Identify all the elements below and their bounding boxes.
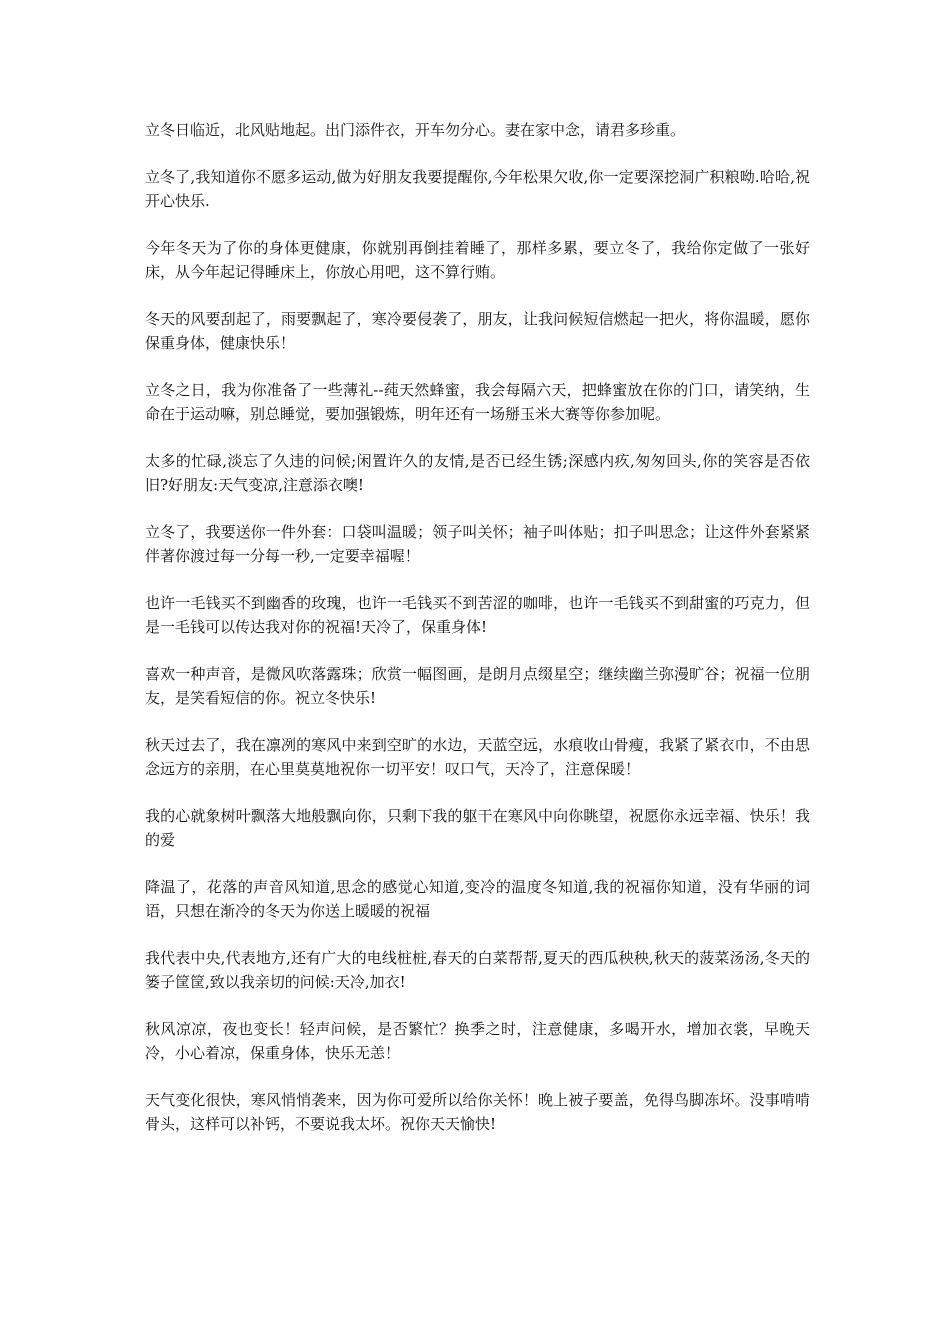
- paragraph-2: 立冬了,我知道你不愿多运动,做为好朋友我要提醒你,今年松果欠收,你一定要深挖洞广积粮呦.哈哈,祝开心快乐.: [145, 167, 810, 210]
- paragraph-6: 太多的忙碌,淡忘了久违的问候;闲置许久的友情,是否已经生锈;深感内疚,匆匆回头,你的笑容是否依旧?好朋友:天气变凉,注意添衣噢!: [145, 451, 810, 494]
- paragraph-10: 秋天过去了，我在凛冽的寒风中来到空旷的水边，天蓝空远，水痕收山骨瘦，我紧了紧衣巾，不由思念远方的亲朋，在心里莫莫地祝你一切平安！叹口气，天冷了，注意保暖！: [145, 735, 810, 778]
- paragraph-13: 我代表中央,代表地方,还有广大的电线桩桩,春天的白菜帮帮,夏天的西瓜秧秧,秋天的菠菜汤汤,冬天的篓子筐筐,致以我亲切的问候:天冷,加衣!: [145, 948, 810, 991]
- document-body: [145, 118, 810, 1159]
- paragraph-15: 天气变化很快，寒风悄悄袭来，因为你可爱所以给你关怀！晚上被子要盖，免得鸟脚冻坏。没事啃啃骨头，这样可以补钙，不要说我太坏。祝你天天愉快!: [145, 1090, 810, 1133]
- paragraph-5: 立冬之日，我为你准备了一些薄礼--莼天然蜂蜜，我会每隔六天，把蜂蜜放在你的门口，请笑纳，生命在于运动嘛，别总睡觉，要加强锻炼，明年还有一场掰玉米大赛等你参加呢。: [145, 380, 810, 423]
- paragraph-8: 也许一毛钱买不到幽香的玫瑰，也许一毛钱买不到苦涩的咖啡，也许一毛钱买不到甜蜜的巧克力，但是一毛钱可以传达我对你的祝福!天冷了，保重身体!: [145, 593, 810, 636]
- paragraph-11: 我的心就象树叶飘落大地般飘向你，只剩下我的躯干在寒风中向你眺望，祝愿你永远幸福、快乐！我的爱: [145, 806, 810, 849]
- paragraph-4: 冬天的风要刮起了，雨要飘起了，寒冷要侵袭了，朋友，让我问候短信燃起一把火，将你温暖，愿你保重身体，健康快乐！: [145, 309, 810, 352]
- paragraph-7: 立冬了，我要送你一件外套：口袋叫温暖；领子叫关怀；袖子叫体贴；扣子叫思念；让这件外套紧紧伴著你渡过每一分每一秒,一定要幸福喔！: [145, 522, 810, 565]
- paragraph-3: 今年冬天为了你的身体更健康，你就别再倒挂着睡了，那样多累，要立冬了，我给你定做了一张好床，从今年起记得睡床上，你放心用吧，这不算行贿。: [145, 238, 810, 281]
- paragraph-12: 降温了，花落的声音风知道,思念的感觉心知道,变冷的温度冬知道,我的祝福你知道，没有华丽的词语，只想在渐冷的冬天为你送上暖暖的祝福: [145, 877, 810, 920]
- paragraph-9: 喜欢一种声音，是微风吹落露珠；欣赏一幅图画，是朗月点缀星空；继续幽兰弥漫旷谷；祝福一位朋友，是笑看短信的你。祝立冬快乐!: [145, 664, 810, 707]
- paragraph-1: 立冬日临近，北风贴地起。出门添件衣，开车勿分心。妻在家中念，请君多珍重。: [145, 121, 686, 139]
- paragraph-14: 秋风凉凉，夜也变长！轻声问候，是否繁忙？换季之时，注意健康，多喝开水，增加衣裳，早晚天冷，小心着凉，保重身体，快乐无恙！: [145, 1019, 810, 1062]
